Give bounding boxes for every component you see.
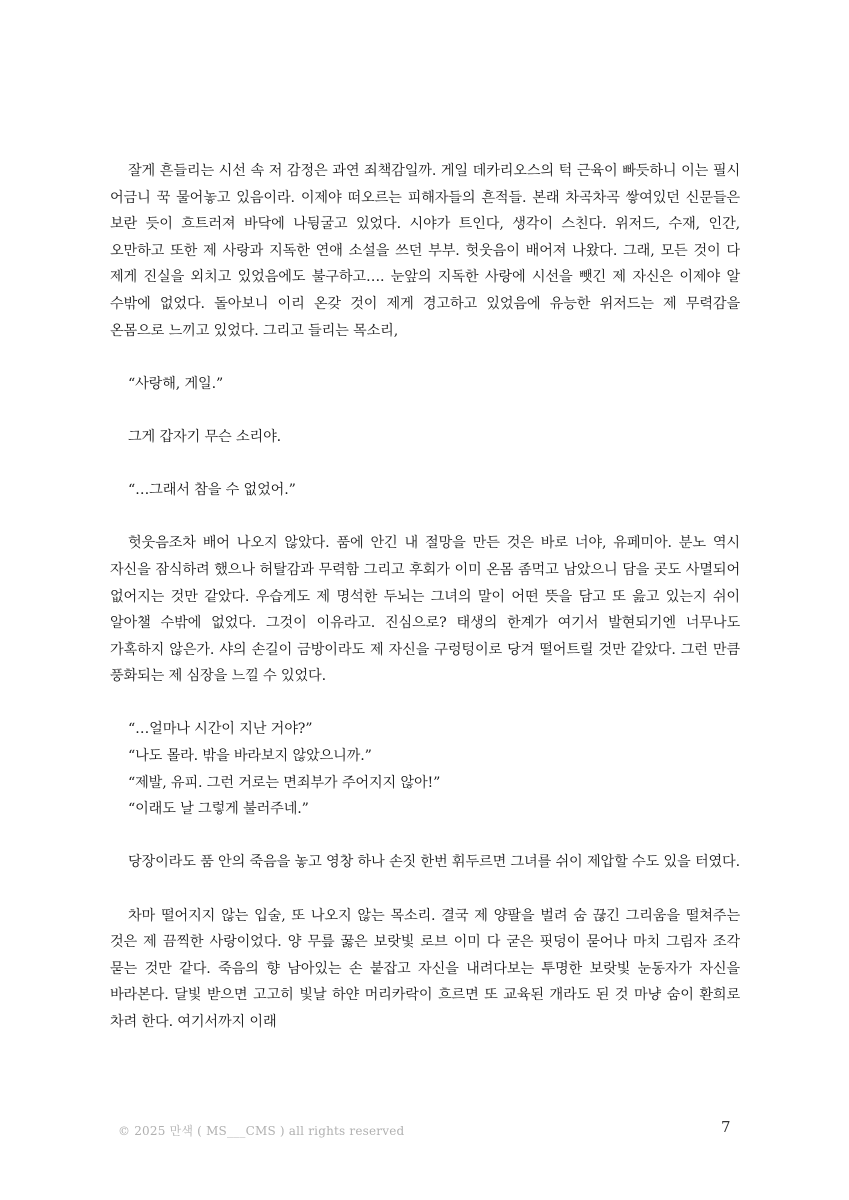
paragraph-2: 그게 갑자기 무슨 소리야. [128,428,281,445]
dialogue-line-4: “이래도 날 그렇게 불러주네.” [128,801,309,818]
dialogue-line-3: “제발, 유피. 그런 거로는 면죄부가 주어지지 않아!” [128,774,441,791]
paragraph-gap [110,451,740,478]
paragraph-gap [110,504,740,531]
dialogue-group [110,716,740,822]
page-number: 7 [721,1118,731,1136]
dialogue-line-2: “나도 몰라. 밖을 바라보지 않았으니까.” [128,748,372,765]
paragraph-gap [110,397,740,424]
paragraph-gap [110,690,740,717]
paragraph-gap [110,344,740,371]
copyright-footer: © 2025 만색 ( MS___CMS ) all rights reserved [118,1124,405,1138]
paragraph-5: 차마 떨어지지 않는 입술, 또 나오지 않는 목소리. 결국 제 양팔을 벌려 숨 끊긴 그리움을 떨쳐주는 것은 제 끔찍한 사랑이었다. 양 무릎 꿇은 보랏빛 로브 이미 다 굳은 핏덩이 묻어나 마치 그림자 조각 묻는 것만 같다. 죽음의 향 남아있는 손 붙잡고 자신을 내려다보는 투명한 보랏빛 눈동자가 자신을 바라본다. 달빛 받으면 고고히 빛날 하얀 머리카락이 흐르면 또 교육된 개라도 된 것 마냥 숨이 환희로 차려 한다. 여기서까지 이래 [110,907,740,1030]
dialogue-line-1: “…얼마나 시간이 지난 거야?” [128,721,313,738]
body-text [110,158,740,1036]
paragraph-gap [110,823,740,850]
paragraph-gap [110,876,740,903]
paragraph-4: 당장이라도 품 안의 죽음을 놓고 영창 하나 손짓 한번 휘두르면 그녀를 쉬이 제압할 수도 있을 터였다. [128,854,740,871]
paragraph-3: 헛웃음조차 배어 나오지 않았다. 품에 안긴 내 절망을 만든 것은 바로 너야, 유페미아. 분노 역시 자신을 잠식하려 했으나 허탈감과 무력함 그리고 후회가 이미 온몸 좀먹고 남았으니 담을 곳도 사멸되어 없어지는 것만 같았다. 우습게도 제 명석한 두뇌는 그녀의 말이 어떤 뜻을 담고 또 읊고 있는지 쉬이 알아챌 수밖에 없었다. 그것이 이유라고. 진심으로? 태생의 한계가 여기서 발현되기엔 너무나도 가혹하지 않은가. 샤의 손길이 금방이라도 제 자신을 구렁텅이로 당겨 떨어트릴 것만 같았다. 그런 만큼 풍화되는 제 심장을 느낄 수 있었다. [110,535,740,685]
dialogue-quote-2: “…그래서 참을 수 없었어.” [128,482,296,499]
paragraph-1: 잘게 흔들리는 시선 속 저 감정은 과연 죄책감일까. 게일 데카리오스의 턱 근육이 빠듯하니 이는 필시 어금니 꾹 물어놓고 있음이라. 이제야 떠오르는 피해자들의 흔적들. 본래 차곡차곡 쌓여있던 신문들은 보란 듯이 흐트러져 바닥에 나뒹굴고 있었다. 시야가 트인다, 생각이 스친다. 위저드, 수재, 인간, 오만하고 또한 제 사랑과 지독한 연애 소설을 쓰던 부부. 헛웃음이 배어져 나왔다. 그래, 모든 것이 다 제게 진실을 외치고 있었음에도 불구하고…. 눈앞의 지독한 사랑에 시선을 뺏긴 제 자신은 이제야 알 수밖에 없었다. 돌아보니 이리 온갖 것이 제게 경고하고 있었음에 유능한 위저드는 제 무력감을 온몸으로 느끼고 있었다. 그리고 들리는 목소리, [110,163,740,339]
dialogue-quote-1: “사랑해, 게일.” [128,375,224,392]
